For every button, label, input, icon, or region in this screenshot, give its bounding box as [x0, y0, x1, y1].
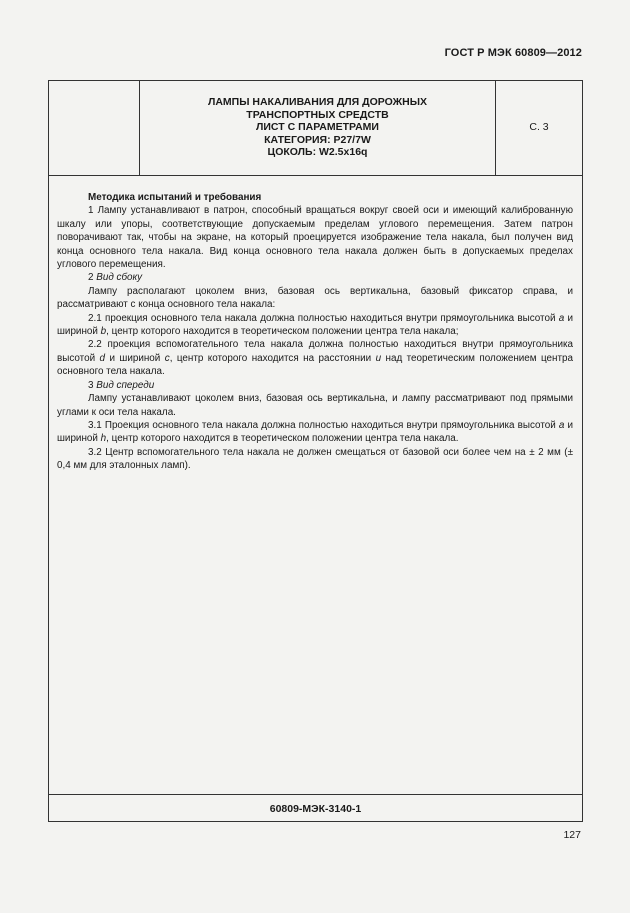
- text-run: и шириной: [57, 312, 573, 338]
- variable: a: [558, 312, 565, 324]
- title-line: ТРАНСПОРТНЫХ СРЕДСТВ: [246, 108, 389, 121]
- text-run: , центр которого находится в теоретическом положении центра тела накала;: [106, 326, 459, 338]
- header-title: [140, 96, 495, 159]
- page-number: 127: [563, 829, 581, 841]
- text-run: 3.1 Проекция основного тела накала должна полностью находиться внутри прямоугольника высотой: [88, 419, 559, 431]
- variable: u: [375, 352, 382, 364]
- heading-number: 3: [88, 379, 94, 391]
- variable: d: [99, 352, 106, 364]
- paragraph-2: Лампу располагают цоколем вниз, базовая ось вертикальна, базовый фиксатор справа, и рассматривают с конца основного тела накала:: [57, 285, 573, 311]
- title-line: ЛИСТ С ПАРАМЕТРАМИ: [256, 121, 379, 134]
- paragraph-3-1: [57, 419, 573, 446]
- paragraph-2-2: [57, 338, 573, 378]
- sheet-code: 60809-МЭК-3140-1: [269, 803, 362, 815]
- variable: c: [164, 352, 170, 364]
- text-run: и шириной: [105, 352, 165, 364]
- heading-2: [57, 271, 573, 284]
- document-body: [57, 191, 573, 473]
- variable: a: [558, 419, 565, 431]
- paragraph-3: Лампу устанавливают цоколем вниз, базовая ось вертикальна, и лампу рассматривают под прямыми углами к оси тела накала.: [57, 393, 573, 418]
- text-run: и шириной: [57, 419, 574, 445]
- paragraph-3-2: 3.2 Центр вспомогательного тела накала не должен смещаться от базовой оси более чем на ± 2 мм (± 0,4 мм для эталонных ламп).: [57, 446, 573, 472]
- text-run: над теоретическим положением центра основного тела накала.: [57, 352, 574, 378]
- variable: b: [100, 326, 107, 338]
- text-run: , центр которого находится на расстоянии: [169, 352, 376, 364]
- footer-divider: [49, 794, 582, 795]
- heading-number: 2: [88, 272, 94, 284]
- section-title: Методика испытаний и требования: [88, 192, 262, 203]
- variable: h: [100, 433, 107, 445]
- heading-title: Вид сбоку: [96, 272, 143, 284]
- title-line: ЛАМПЫ НАКАЛИВАНИЯ ДЛЯ ДОРОЖНЫХ: [207, 96, 428, 108]
- document-frame: [48, 80, 583, 822]
- text-run: , центр которого находится в теоретическом положении центра тела накала.: [106, 433, 459, 445]
- standard-number: ГОСТ Р МЭК 60809—2012: [444, 47, 582, 59]
- paragraph-2-1: [57, 312, 573, 339]
- text-run: 2.1 проекция основного тела накала должна полностью находиться внутри прямоугольника высотой: [88, 312, 559, 324]
- paragraph-1: 1 Лампу устанавливают в патрон, способный вращаться вокруг своей оси и имеющий калиброванную шкалу или упоры, соответствующие допускаемым пределам углового перемещения. Затем патрон поворачивают так, чтобы на экране, на который проецируется изображение тела накала, был получен вид конца основного тела накала. Вид конца основного тела накала должен быть в допускаемых пределах углового перемещения.: [57, 205, 573, 271]
- heading-title: Вид спереди: [96, 379, 155, 391]
- heading-3: [57, 379, 573, 392]
- header-block: [49, 81, 582, 176]
- title-line: ЦОКОЛЬ: W2.5x16q: [267, 146, 368, 159]
- title-line: КАТЕГОРИЯ: P27/7W: [264, 133, 371, 146]
- page-reference: С. 3: [529, 121, 549, 133]
- header-left-cell: [49, 81, 140, 175]
- text-run: 2.2 проекция вспомогательного тела накала должна полностью находиться внутри прямоугольника высотой: [57, 339, 573, 364]
